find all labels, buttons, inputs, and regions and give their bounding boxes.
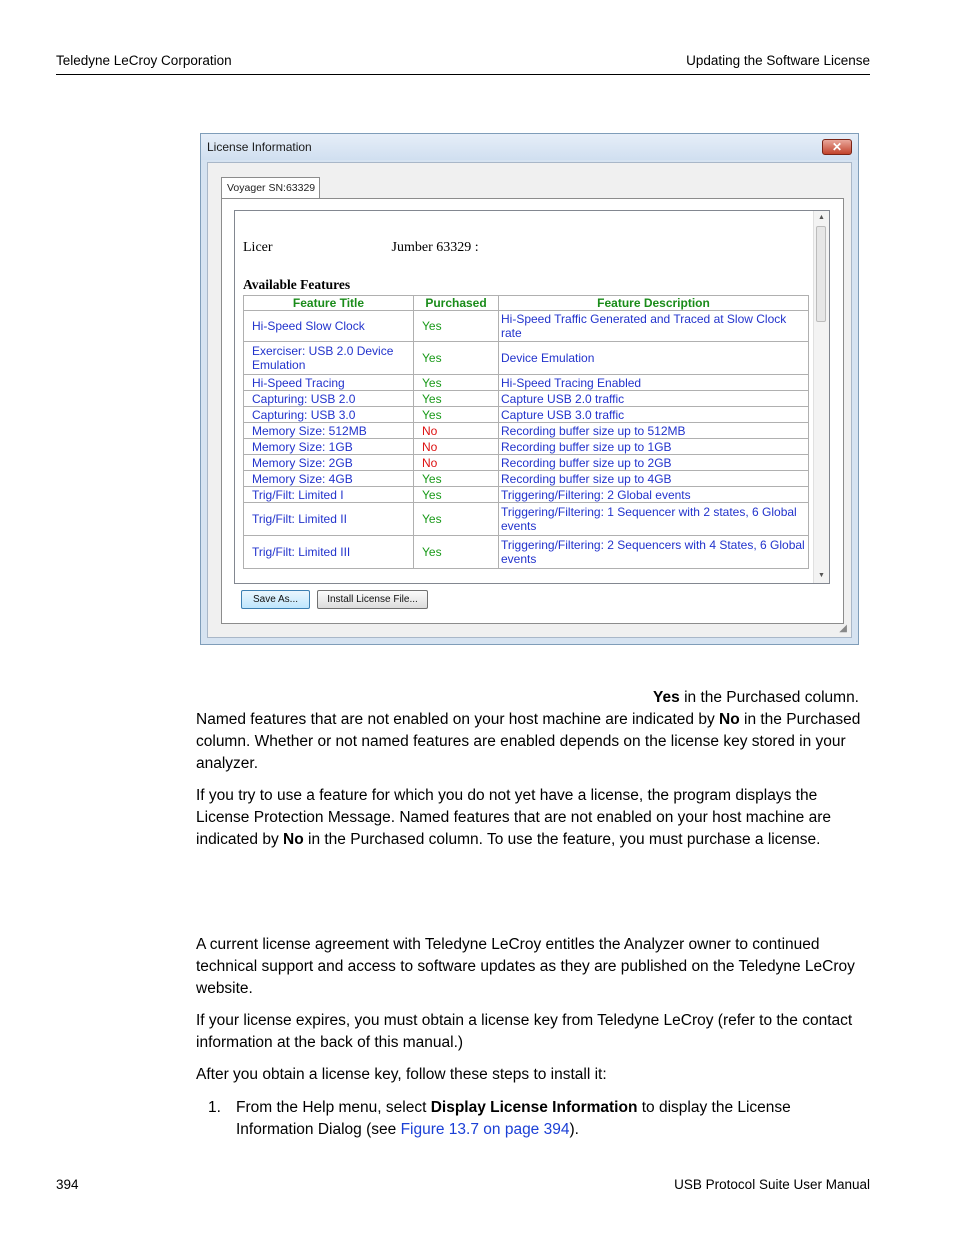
feature-description-cell: Recording buffer size up to 4GB [499,471,809,487]
figure-link[interactable]: Figure 13.7 on page 394 [400,1121,570,1138]
feature-description-cell: Recording buffer size up to 512MB [499,423,809,439]
feature-title-cell: Trig/Filt: Limited III [244,536,414,569]
paragraph-license-expires [196,1010,872,1054]
paragraph-purchased-no [196,709,872,775]
feature-description-cell: Triggering/Filtering: 1 Sequencer with 2 states, 6 Global events [499,503,809,536]
bold-no: No [283,831,304,848]
paragraph-purchased-yes [196,687,859,709]
feature-title-cell: Hi-Speed Slow Clock [244,311,414,342]
feature-description-cell: Device Emulation [499,342,809,375]
dialog-titlebar[interactable] [201,134,858,160]
install-license-file-button[interactable]: Install License File... [317,590,428,609]
page-header [56,52,870,75]
text-span: A current license agreement with Teledyne LeCroy entitles the Analyzer owner to continued technical support and access to software updates as they are published on the Teledyne LeCroy website. [196,936,855,997]
table-row [244,471,809,487]
list-item [196,1097,872,1141]
purchased-cell: Yes [414,487,499,503]
scroll-up-icon[interactable]: ▲ [818,214,825,221]
feature-description-cell: Capture USB 2.0 traffic [499,391,809,407]
features-table [243,295,809,569]
text-span: Named features that are not enabled on your host machine are indicated by [196,711,720,728]
features-table-body [244,311,809,569]
table-row [244,503,809,536]
purchased-cell: Yes [414,311,499,342]
column-header-purchased: Purchased [414,296,499,311]
manual-title: USB Protocol Suite User Manual [674,1177,870,1192]
license-information-dialog [200,133,859,645]
license-report-view [234,210,830,584]
tab-panel [221,198,844,624]
feature-description-cell: Recording buffer size up to 1GB [499,439,809,455]
scroll-down-icon[interactable]: ▼ [818,572,825,579]
purchased-cell: Yes [414,407,499,423]
table-row [244,407,809,423]
paragraph-license-protection [196,785,872,851]
vertical-scrollbar[interactable] [813,211,829,583]
feature-title-cell: Trig/Filt: Limited I [244,487,414,503]
text-span: After you obtain a license key, follow these steps to install it: [196,1066,607,1083]
table-row [244,375,809,391]
page-number: 394 [56,1177,79,1192]
feature-description-cell: Hi-Speed Tracing Enabled [499,375,809,391]
license-serial-line: Licer Jumber 63329 : [243,240,479,255]
feature-title-cell: Memory Size: 512MB [244,423,414,439]
purchased-cell: Yes [414,342,499,375]
feature-description-cell: Recording buffer size up to 2GB [499,455,809,471]
purchased-cell: Yes [414,391,499,407]
table-row [244,311,809,342]
table-row [244,439,809,455]
paragraph-steps-intro [196,1064,872,1086]
install-steps-list [196,1097,872,1141]
text-span: If your license expires, you must obtain a license key from Teledyne LeCroy (refer to the contact information at the back of this manual.) [196,1012,853,1051]
available-features-heading: Available Features [243,277,351,292]
tab-voyager[interactable]: Voyager SN:63329 [221,177,320,199]
step-number: 1. [208,1099,221,1116]
bold-menu-item: Display License Information [430,1099,638,1116]
features-table-header [244,296,809,311]
save-as-button[interactable]: Save As... [241,590,310,609]
purchased-cell: No [414,439,499,455]
table-row [244,455,809,471]
text-span: If you try to use a feature for which you do not yet have a license, the program displays the License Protection Message. Named features that are not enabled on your host machine are indicated by [196,787,832,848]
bold-no: No [719,711,740,728]
close-icon[interactable]: ✕ [822,139,852,155]
feature-description-cell: Triggering/Filtering: 2 Global events [499,487,809,503]
purchased-cell: Yes [414,536,499,569]
bold-yes: Yes [653,689,680,706]
text-span: in the Purchased column. To use the feature, you must purchase a license. [303,831,821,848]
text-span: to display the License Information Dialog (see [236,1099,791,1138]
table-row [244,423,809,439]
scroll-thumb[interactable] [816,226,826,322]
feature-title-cell: Exerciser: USB 2.0 Device Emulation [244,342,414,375]
table-row [244,342,809,375]
purchased-cell: Yes [414,471,499,487]
feature-description-cell: Hi-Speed Traffic Generated and Traced at Slow Clock rate [499,311,809,342]
purchased-cell: No [414,423,499,439]
table-row [244,391,809,407]
dialog-title: License Information [207,140,312,154]
feature-title-cell: Memory Size: 4GB [244,471,414,487]
header-company: Teledyne LeCroy Corporation [56,53,232,68]
feature-description-cell: Capture USB 3.0 traffic [499,407,809,423]
dialog-client [207,162,852,638]
purchased-cell: Yes [414,375,499,391]
feature-description-cell: Triggering/Filtering: 2 Sequencers with 4 States, 6 Global events [499,536,809,569]
text-span: ). [569,1121,579,1138]
feature-title-cell: Capturing: USB 2.0 [244,391,414,407]
feature-title-cell: Capturing: USB 3.0 [244,407,414,423]
feature-title-cell: Hi-Speed Tracing [244,375,414,391]
feature-title-cell: Trig/Filt: Limited II [244,503,414,536]
paragraph-license-agreement [196,934,872,1000]
purchased-cell: Yes [414,503,499,536]
table-row [244,487,809,503]
column-header-title: Feature Title [244,296,414,311]
column-header-description: Feature Description [499,296,809,311]
header-chapter: Updating the Software License [686,53,870,68]
text-span: in the Purchased column. Whether or not named features are enabled depends on the license key stored in your analyzer. [196,711,861,772]
purchased-cell: No [414,455,499,471]
text-span: in the Purchased column. [679,689,859,706]
text-span: From the Help menu, select [236,1099,431,1116]
feature-title-cell: Memory Size: 1GB [244,439,414,455]
feature-title-cell: Memory Size: 2GB [244,455,414,471]
table-row [244,536,809,569]
resize-grip-icon[interactable]: ◢ [839,623,847,634]
